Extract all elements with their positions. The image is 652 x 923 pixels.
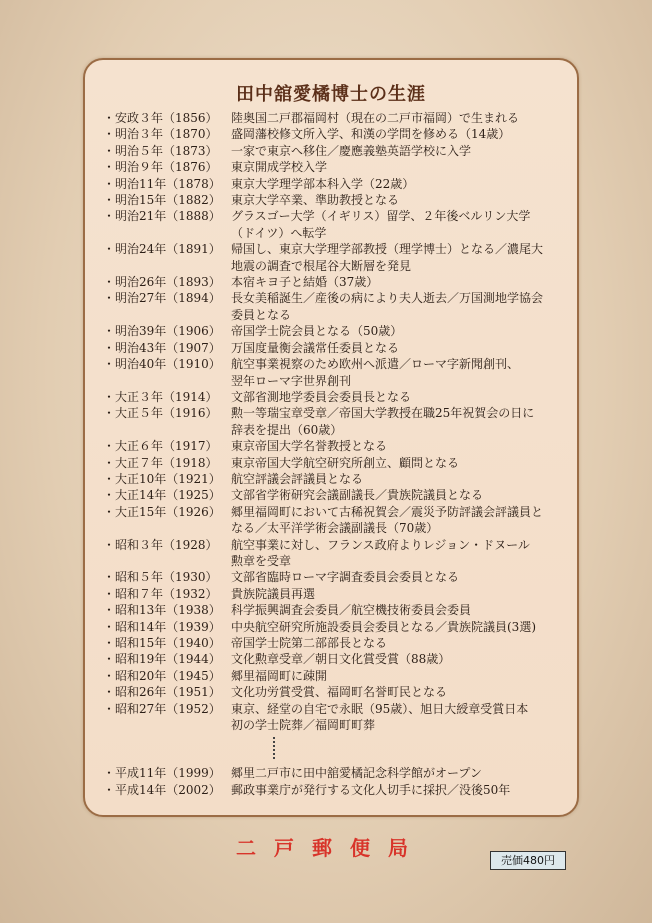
entry-description — [231, 340, 573, 356]
entry-date: ・明治39年（1906） — [103, 324, 221, 339]
description-line: 文部省臨時ローマ字調査委員会委員となる — [231, 570, 460, 585]
entry-description — [231, 487, 573, 503]
entry-date: ・明治40年（1910） — [103, 357, 221, 372]
entry-date: ・明治９年（1876） — [103, 160, 218, 175]
description-line: 初の学士院葬／福岡町町葬 — [231, 718, 376, 733]
description-line: 長女美稲誕生／産後の病により夫人逝去／万国測地学協会 — [231, 291, 544, 306]
timeline-entry — [103, 159, 573, 175]
entry-date: ・大正15年（1926） — [103, 504, 221, 519]
entry-description — [231, 668, 573, 684]
entry-description — [231, 356, 573, 389]
timeline-entry — [103, 602, 573, 618]
entry-date: ・昭和５年（1930） — [103, 570, 218, 585]
entry-date: ・大正14年（1925） — [103, 488, 221, 503]
timeline-entry — [103, 176, 573, 192]
description-line: 辞表を提出（60歳） — [231, 422, 343, 437]
entry-description — [231, 619, 573, 635]
description-line: 委員となる — [231, 307, 292, 322]
description-line: （ドイツ）へ転学 — [231, 225, 327, 240]
description-line: 東京開成学校入学 — [231, 160, 328, 175]
entry-description — [231, 405, 573, 438]
description-line: 文化勲章受章／朝日文化賞受賞（88歳） — [231, 652, 451, 667]
entry-description — [231, 765, 573, 781]
timeline-panel — [83, 58, 579, 817]
entry-description — [231, 569, 573, 585]
entry-date: ・明治24年（1891） — [103, 242, 221, 257]
description-line: 文部省学術研究会議副議長／貴族院議員となる — [231, 488, 484, 503]
timeline-entry — [103, 569, 573, 585]
timeline-entry — [103, 323, 573, 339]
timeline-entry — [103, 684, 573, 700]
entry-date: ・明治43年（1907） — [103, 340, 221, 355]
description-line: 帝国学士院会員となる（50歳） — [231, 324, 403, 339]
description-line: 文部省測地学委員会委員長となる — [231, 389, 412, 404]
timeline-entry — [103, 126, 573, 142]
entry-description — [231, 438, 573, 454]
entry-date: ・昭和20年（1945） — [103, 668, 221, 683]
description-line: 航空評議会評議員となる — [231, 471, 364, 486]
entry-description — [231, 143, 573, 159]
timeline-entry — [103, 619, 573, 635]
entry-date: ・平成14年（2002） — [103, 782, 221, 797]
entry-description — [231, 782, 573, 798]
entry-date: ・大正３年（1914） — [103, 389, 218, 404]
entry-date: ・平成11年（1999） — [103, 766, 221, 781]
entry-description — [231, 537, 573, 570]
timeline-entry — [103, 668, 573, 684]
timeline-entry — [103, 405, 573, 438]
entry-date: ・明治27年（1894） — [103, 291, 221, 306]
entry-date: ・明治15年（1882） — [103, 193, 221, 208]
entry-description — [231, 176, 573, 192]
timeline-entry — [103, 701, 573, 734]
description-line: 万国度量衡会議常任委員となる — [231, 340, 400, 355]
description-line: 帝国学士院第二部部長となる — [231, 636, 388, 650]
description-line: 貴族院議員再選 — [231, 586, 316, 601]
timeline-entry — [103, 389, 573, 405]
entry-description — [231, 684, 573, 700]
entry-description — [231, 701, 573, 734]
timeline-entry — [103, 143, 573, 159]
entry-date: ・明治21年（1888） — [103, 209, 221, 224]
entry-date: ・大正７年（1918） — [103, 455, 218, 470]
timeline-entry — [103, 782, 573, 798]
entry-date: ・大正10年（1921） — [103, 471, 221, 486]
description-line: 郷里二戸市に田中舘愛橘記念科学館がオープン — [231, 766, 482, 781]
timeline-entry — [103, 455, 573, 471]
entry-date: ・大正５年（1916） — [103, 406, 218, 421]
timeline-entry — [103, 471, 573, 487]
description-line: 翌年ローマ字世界創刊 — [231, 373, 352, 388]
description-line: 科学振興調査会委員／航空機技術委員会委員 — [231, 603, 472, 618]
ellipsis-dots — [103, 733, 573, 765]
timeline-list — [103, 110, 573, 798]
entry-date: ・昭和13年（1938） — [103, 603, 221, 618]
entry-description — [231, 159, 573, 175]
timeline-entry — [103, 537, 573, 570]
entry-date: ・昭和15年（1940） — [103, 636, 221, 650]
description-line: 一家で東京へ移住／慶應義塾英語学校に入学 — [231, 143, 472, 158]
timeline-entry — [103, 765, 573, 781]
entry-date: ・明治３年（1870） — [103, 127, 218, 142]
description-line: 航空事業視察のため欧州へ派遣／ローマ字新聞創刊、 — [231, 357, 520, 372]
entry-date: ・大正６年（1917） — [103, 439, 218, 454]
timeline-entry — [103, 241, 573, 274]
entry-description — [231, 192, 573, 208]
issuer-name: 二戸郵便局 — [236, 836, 426, 860]
description-line: 中央航空研究所施設委員会委員となる／貴族院議員(3選) — [231, 619, 537, 634]
description-line: 地震の調査で根尾谷大断層を発見 — [231, 258, 412, 273]
entry-date: ・明治26年（1893） — [103, 275, 221, 290]
entry-description — [231, 471, 573, 487]
page-title: 田中舘愛橘博士の生涯 — [236, 84, 426, 105]
description-line: 東京帝国大学名誉教授となる — [231, 439, 388, 454]
entry-description — [231, 651, 573, 667]
entry-date: ・明治11年（1878） — [103, 176, 221, 191]
description-line: 東京大学卒業、準助教授となる — [231, 193, 400, 208]
entry-date: ・昭和26年（1951） — [103, 685, 221, 700]
timeline-entry — [103, 438, 573, 454]
entry-date: ・昭和19年（1944） — [103, 652, 221, 667]
description-line: 勲一等瑞宝章受章／帝国大学教授在職25年祝賀会の日に — [231, 406, 535, 421]
entry-date: ・昭和７年（1932） — [103, 586, 218, 601]
timeline-entry — [103, 586, 573, 602]
description-line: 陸奥国二戸郡福岡村（現在の二戸市福岡）で生まれる — [231, 111, 520, 125]
description-line: 郵政事業庁が発行する文化人切手に採択／没後50年 — [231, 782, 511, 797]
entry-date: ・昭和27年（1952） — [103, 701, 221, 716]
entry-date: ・明治５年（1873） — [103, 143, 218, 158]
description-line: 東京帝国大学航空研究所創立、顧問となる — [231, 455, 460, 470]
timeline-entry — [103, 651, 573, 667]
entry-description — [231, 586, 573, 602]
timeline-entry — [103, 635, 573, 651]
description-line: グラスゴー大学（イギリス）留学、２年後ベルリン大学 — [231, 209, 531, 224]
entry-date: ・昭和３年（1928） — [103, 537, 218, 552]
entry-description — [231, 290, 573, 323]
price-label: 売価480円 — [490, 851, 566, 870]
entry-description — [231, 455, 573, 471]
entry-description — [231, 126, 573, 142]
description-line: なる／太平洋学術会議副議長（70歳） — [231, 521, 439, 536]
entry-description — [231, 110, 573, 126]
description-line: 航空事業に対し、フランス政府よりレジョン・ドヌール — [231, 537, 530, 552]
timeline-entry — [103, 192, 573, 208]
description-line: 東京、経堂の自宅で永眠（95歳）、旭日大綬章受賞日本 — [231, 701, 529, 716]
entry-description — [231, 274, 573, 290]
timeline-entry — [103, 290, 573, 323]
timeline-entry — [103, 487, 573, 503]
description-line: 勲章を受章 — [231, 553, 292, 568]
description-line: 本宿キヨ子と結婚（37歳） — [231, 275, 379, 290]
entry-description — [231, 323, 573, 339]
entry-description — [231, 602, 573, 618]
description-line: 東京大学理学部本科入学（22歳） — [231, 176, 415, 191]
description-line: 文化功労賞受賞、福岡町名誉町民となる — [231, 685, 448, 700]
entry-description — [231, 504, 573, 537]
timeline-entry — [103, 274, 573, 290]
entry-description — [231, 241, 573, 274]
entry-date: ・昭和14年（1939） — [103, 619, 221, 634]
description-line: 郷里福岡町に疎開 — [231, 668, 328, 683]
timeline-entry — [103, 110, 573, 126]
description-line: 盛岡藩校修文所入学、和漢の学問を修める（14歳） — [231, 127, 511, 142]
entry-description — [231, 208, 573, 241]
description-line: 郷里福岡町において古稀祝賀会／震災予防評議会評議員と — [231, 504, 544, 519]
timeline-entry — [103, 356, 573, 389]
timeline-entry — [103, 208, 573, 241]
entry-date: ・安政３年（1856） — [103, 111, 218, 125]
timeline-entry — [103, 340, 573, 356]
timeline-entry — [103, 504, 573, 537]
entry-description — [231, 389, 573, 405]
description-line: 帰国し、東京大学理学部教授（理学博士）となる／濃尾大 — [231, 242, 544, 257]
entry-description — [231, 635, 573, 651]
